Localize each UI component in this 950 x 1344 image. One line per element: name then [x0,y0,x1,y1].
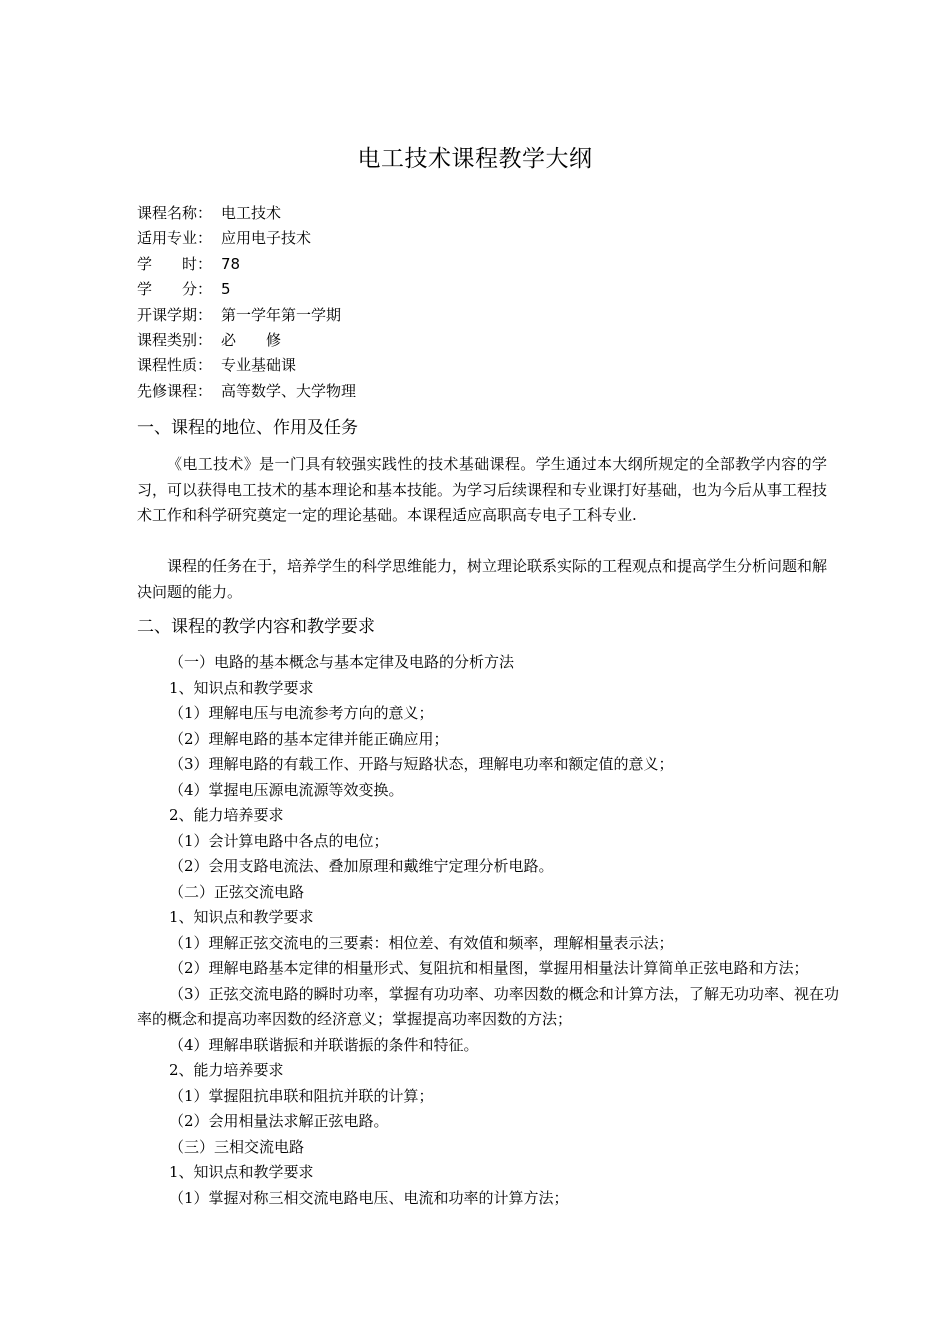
list-item: （3）理解电路的有载工作、开路与短路状态，理解电功率和额定值的意义； [169,755,674,773]
list-item: （1）理解电压与电流参考方向的意义； [169,704,434,722]
list-item: （二）正弦交流电路 [169,882,305,901]
list-item: （三）三相交流电路 [169,1137,305,1156]
list-item: 2、能力培养要求 [169,806,284,824]
course-info-value: 5 [221,280,231,299]
list-item: 1、知识点和教学要求 [169,1163,314,1181]
course-info [137,201,837,404]
course-info-label: 课程名称： [137,204,213,222]
list-item: （1）掌握阻抗串联和阻抗并联的计算； [169,1086,434,1105]
course-info-row [137,379,837,404]
course-info-label: 学 时： [137,254,213,273]
list-item: （2）理解电路基本定律的相量形式、复阻抗和相量图，掌握用相量法计算简单正弦电路和方法； [169,959,809,977]
section-heading: 一、课程的地位、作用及任务 [137,418,358,438]
list-item: （3）正弦交流电路的瞬时功率，掌握有功功率、功率因数的概念和计算方法，了解无功功率、视在功率的概念和提高功率因数的经济意义；掌握提高功率因数的方法； [137,984,839,1028]
course-info-row [137,353,837,378]
course-info-row [137,226,837,251]
course-info-label: 学 分： [137,280,213,299]
body-paragraph: 课程的任务在于，培养学生的科学思维能力，树立理论联系实际的工程观点和提高学生分析问题和解决问题的能力。 [137,557,828,601]
course-info-row [137,328,837,353]
course-info-value: 第一学年第一学期 [221,305,342,324]
list-item: 2、能力培养要求 [169,1061,284,1079]
course-info-label: 课程性质： [137,356,213,375]
course-info-row [137,303,837,328]
course-info-label: 适用专业： [137,229,213,248]
course-info-value: 78 [221,254,241,273]
course-info-value: 必 修 [221,331,282,350]
list-item: （4）理解串联谐振和并联谐振的条件和特征。 [169,1035,479,1054]
list-item: （1）会计算电路中各点的电位； [169,831,389,850]
course-info-row [137,277,837,302]
body-paragraph: 《电工技术》是一门具有较强实践性的技术基础课程。学生通过本大纲所规定的全部教学内容的学习，可以获得电工技术的基本理论和基本技能。为学习后续课程和专业课打好基础，也为今后从事工程技术工作和科学研究奠定一定的理论基础。本课程适应高职高专电子工科专业. [137,455,828,524]
course-info-value: 电工技术 [221,204,282,222]
document-title: 电工技术课程教学大纲 [357,146,593,172]
course-info-label: 先修课程： [137,381,213,400]
list-item: （2）会用支路电流法、叠加原理和戴维宁定理分析电路。 [169,857,554,875]
course-info-value: 应用电子技术 [221,229,312,248]
course-info-label: 课程类别： [137,331,213,350]
course-info-value: 专业基础课 [221,356,297,375]
course-info-label: 开课学期： [137,305,213,324]
course-info-row [137,252,837,277]
list-item: （1）掌握对称三相交流电路电压、电流和功率的计算方法； [169,1188,569,1207]
list-item: 1、知识点和教学要求 [169,678,314,697]
list-item: （2）理解电路的基本定律并能正确应用； [169,729,449,748]
list-item: 1、知识点和教学要求 [169,908,314,926]
section-heading: 二、课程的教学内容和教学要求 [137,617,375,637]
list-item: （2）会用相量法求解正弦电路。 [169,1112,389,1130]
course-info-row [137,201,837,226]
course-info-value: 高等数学、大学物理 [221,381,357,400]
list-item: （4）掌握电压源电流源等效变换。 [169,780,404,799]
list-item: （1）理解正弦交流电的三要素：相位差、有效值和频率，理解相量表示法； [169,933,674,952]
list-item: （一）电路的基本概念与基本定律及电路的分析方法 [169,653,515,671]
teaching-content-list [137,650,839,1211]
